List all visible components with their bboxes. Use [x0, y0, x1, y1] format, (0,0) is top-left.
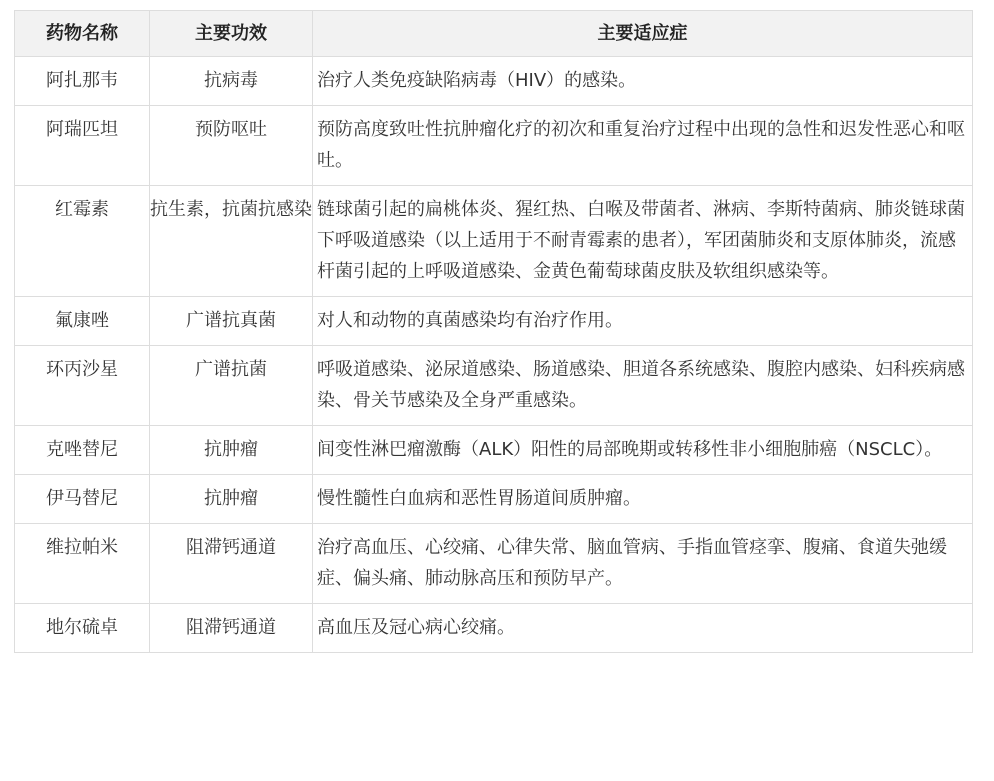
- effect-cell: 广谱抗菌: [150, 346, 313, 426]
- table-row: [15, 346, 973, 426]
- table-row: [15, 475, 973, 524]
- effect-cell: 阻滞钙通道: [150, 604, 313, 653]
- table-row: [15, 604, 973, 653]
- drug-name-cell: 红霉素: [15, 186, 150, 297]
- indication-cell: 呼吸道感染、泌尿道感染、肠道感染、胆道各系统感染、腹腔内感染、妇科疾病感染、骨关节感染及全身严重感染。: [313, 346, 973, 426]
- drug-name-cell: 伊马替尼: [15, 475, 150, 524]
- effect-cell: 抗病毒: [150, 57, 313, 106]
- drug-name-cell: 阿扎那韦: [15, 57, 150, 106]
- indication-cell: 链球菌引起的扁桃体炎、猩红热、白喉及带菌者、淋病、李斯特菌病、肺炎链球菌下呼吸道感染（以上适用于不耐青霉素的患者），军团菌肺炎和支原体肺炎，流感杆菌引起的上呼吸道感染、金黄色葡萄球菌皮肤及软组织感染等。: [313, 186, 973, 297]
- indication-cell: 对人和动物的真菌感染均有治疗作用。: [313, 297, 973, 346]
- drug-name-cell: 克唑替尼: [15, 426, 150, 475]
- header-main-effect: 主要功效: [150, 11, 313, 57]
- table-row: [15, 186, 973, 297]
- effect-cell: 预防呕吐: [150, 106, 313, 186]
- drug-name-cell: 阿瑞匹坦: [15, 106, 150, 186]
- drug-name-cell: 维拉帕米: [15, 524, 150, 604]
- effect-cell: 阻滞钙通道: [150, 524, 313, 604]
- indication-cell: 间变性淋巴瘤激酶（ALK）阳性的局部晚期或转移性非小细胞肺癌（NSCLC）。: [313, 426, 973, 475]
- drug-name-cell: 氟康唑: [15, 297, 150, 346]
- drug-name-cell: 环丙沙星: [15, 346, 150, 426]
- drug-table: [14, 10, 973, 653]
- table-header-row: [15, 11, 973, 57]
- header-indication: 主要适应症: [313, 11, 973, 57]
- effect-cell: 抗肿瘤: [150, 475, 313, 524]
- indication-cell: 高血压及冠心病心绞痛。: [313, 604, 973, 653]
- effect-cell: 抗肿瘤: [150, 426, 313, 475]
- indication-cell: 预防高度致吐性抗肿瘤化疗的初次和重复治疗过程中出现的急性和迟发性恶心和呕吐。: [313, 106, 973, 186]
- table-row: [15, 297, 973, 346]
- effect-cell: 抗生素，抗菌抗感染: [150, 186, 313, 297]
- table-row: [15, 106, 973, 186]
- indication-cell: 治疗人类免疫缺陷病毒（HIV）的感染。: [313, 57, 973, 106]
- table-row: [15, 426, 973, 475]
- drug-name-cell: 地尔硫卓: [15, 604, 150, 653]
- table-row: [15, 524, 973, 604]
- table-row: [15, 57, 973, 106]
- header-drug-name: 药物名称: [15, 11, 150, 57]
- indication-cell: 治疗高血压、心绞痛、心律失常、脑血管病、手指血管痉挛、腹痛、食道失弛缓症、偏头痛、肺动脉高压和预防早产。: [313, 524, 973, 604]
- effect-cell: 广谱抗真菌: [150, 297, 313, 346]
- indication-cell: 慢性髓性白血病和恶性胃肠道间质肿瘤。: [313, 475, 973, 524]
